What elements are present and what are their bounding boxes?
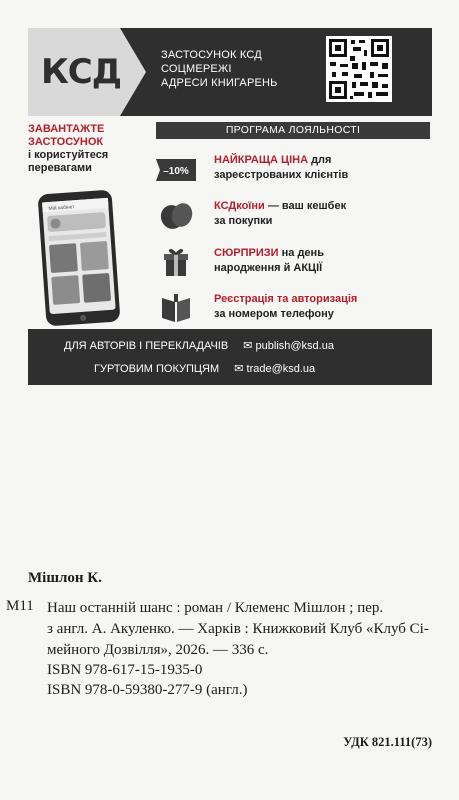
book-description	[47, 598, 443, 661]
contact-email[interactable]: trade@ksd.ua	[246, 363, 316, 375]
feature-cashback	[156, 197, 432, 233]
ksd-logo: КСД	[41, 52, 122, 92]
udk-code: УДК 821.111(73)	[343, 735, 432, 749]
install-line: перевагами	[28, 162, 92, 174]
discount-badge-icon	[156, 153, 196, 185]
isbn-line: ISBN 978-0-59380-277-9 (англ.)	[47, 682, 248, 698]
mail-icon: ✉	[234, 363, 244, 375]
publisher-advertisement	[28, 28, 432, 385]
install-line: і користуйтеся	[28, 149, 109, 161]
contact-label: ГУРТОВИМ ПОКУПЦЯМ	[94, 363, 220, 375]
feature-text	[214, 292, 434, 322]
top-banner	[28, 28, 432, 116]
feature-surprises	[156, 244, 432, 280]
feature-rest: для	[308, 154, 332, 166]
feature-line2: народження й АКЦІЇ	[214, 262, 323, 274]
coins-icon	[156, 199, 196, 231]
feature-line2: за номером телефону	[214, 308, 334, 320]
install-line: ЗАСТОСУНОК	[28, 136, 104, 148]
feature-text	[214, 246, 434, 276]
phone-header-text: Мій кабінет	[48, 204, 75, 213]
description-line: мейного Дозвілля», 2026. — 336 с.	[47, 642, 269, 658]
contact-wholesale	[94, 362, 315, 376]
smartphone-app-image	[28, 188, 130, 328]
top-line: ЗАСТОСУНОК КСД	[161, 49, 262, 61]
feature-highlight: КСДкоїни	[214, 200, 265, 212]
contacts-banner	[28, 329, 432, 385]
feature-registration	[156, 290, 432, 326]
isbn-line: ISBN 978-617-15-1935-0	[47, 662, 203, 678]
contact-label: ДЛЯ АВТОРІВ І ПЕРЕКЛАДАЧІВ	[64, 340, 229, 352]
mail-icon: ✉	[243, 340, 253, 352]
install-line: ЗАВАНТАЖТЕ	[28, 123, 105, 135]
description-line: Наш останній шанс : роман / Клеменс Мішлон ; пер.	[47, 600, 384, 616]
open-book-icon	[156, 292, 196, 324]
gift-icon	[156, 246, 196, 278]
feature-best-price	[156, 151, 432, 187]
top-line: СОЦМЕРЕЖІ	[161, 63, 232, 75]
feature-text	[214, 153, 434, 183]
feature-highlight: Реєстрація та авторизація	[214, 293, 358, 305]
feature-highlight: НАЙКРАЩА ЦІНА	[214, 154, 309, 166]
feature-rest: — ваш кешбек	[264, 200, 347, 212]
author-code: М11	[6, 598, 34, 614]
feature-line2: за покупки	[214, 215, 273, 227]
top-line: АДРЕСИ КНИГАРЕНЬ	[161, 77, 278, 89]
feature-rest: на день	[278, 247, 324, 259]
feature-highlight: СЮРПРИЗИ	[214, 247, 279, 259]
author-name: Мішлон К.	[28, 570, 102, 586]
description-line: з англ. А. Акуленко. — Харків : Книжковий Клуб «Клуб Сі-	[47, 621, 429, 637]
discount-badge-text: –10%	[163, 166, 189, 177]
contact-authors	[64, 339, 334, 353]
feature-text	[214, 199, 434, 229]
qr-code-icon[interactable]	[326, 36, 392, 102]
top-links	[161, 48, 321, 90]
install-app-text	[28, 123, 148, 175]
loyalty-program-header: ПРОГРАМА ЛОЯЛЬНОСТІ	[156, 122, 430, 139]
feature-line2: зареєстрованих клієнтів	[214, 169, 349, 181]
contact-email[interactable]: publish@ksd.ua	[255, 340, 334, 352]
